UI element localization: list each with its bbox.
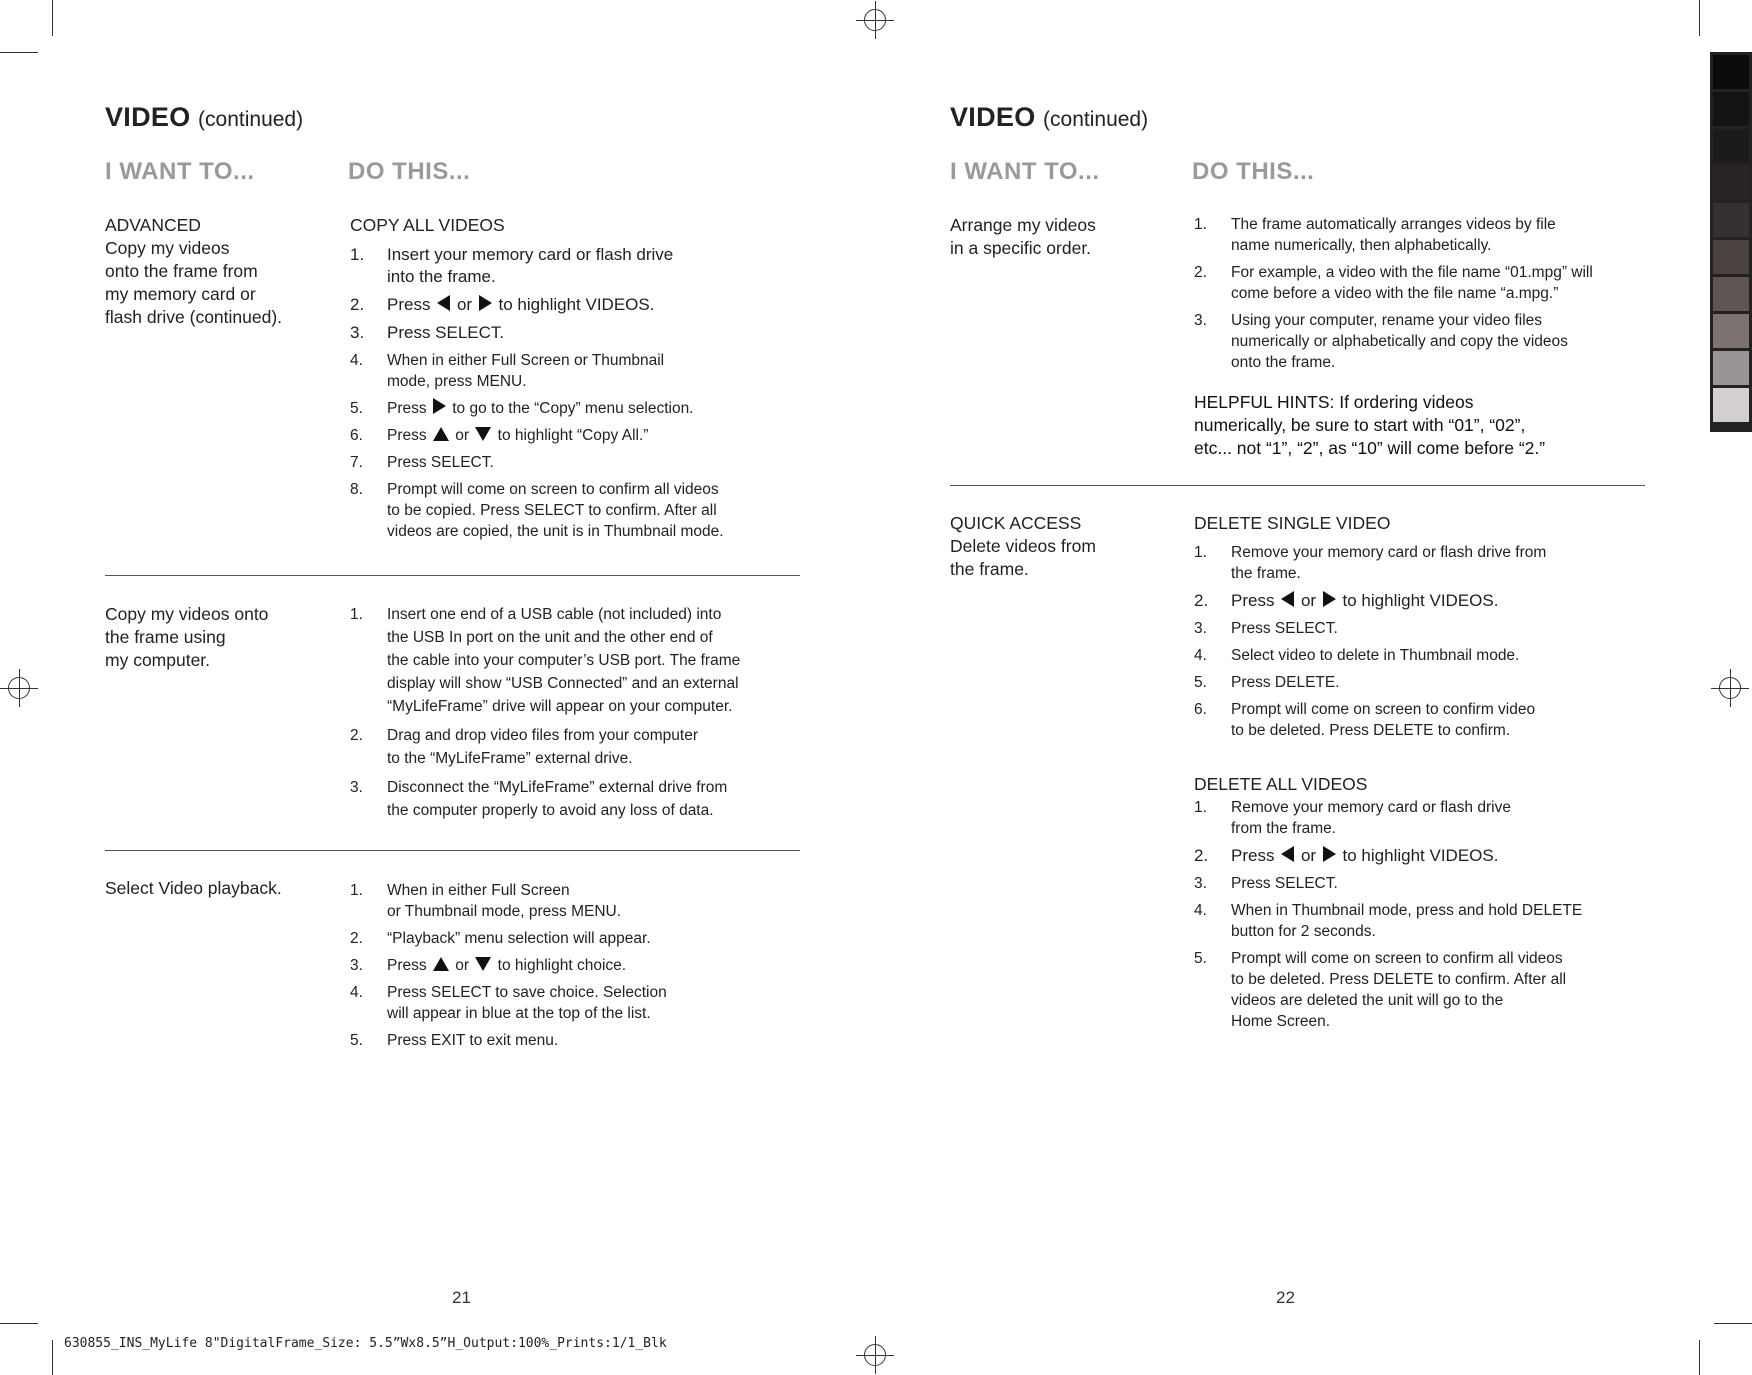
step-text: to highlight VIDEOS. (498, 295, 655, 314)
step-text: Press SELECT to save choice. Selection (387, 984, 667, 1001)
step-text: Select video to delete in Thumbnail mode. (1231, 647, 1520, 664)
step-item (350, 350, 790, 392)
do-delete-single-video (1194, 512, 1654, 747)
step-text: Home Screen. (1231, 1013, 1331, 1030)
density-swatch (1713, 166, 1749, 200)
page-number: 22 (1276, 1288, 1295, 1307)
right-triangle-icon (433, 398, 446, 414)
section-divider (105, 850, 800, 851)
step-item (1194, 699, 1654, 741)
step-text: When in either Full Screen (387, 882, 570, 899)
step-item (350, 322, 790, 344)
step-item (350, 398, 790, 419)
step-item (1194, 645, 1654, 666)
step-item (350, 776, 790, 822)
step-text: to the “MyLifeFrame” external drive. (387, 750, 633, 767)
step-text: to highlight “Copy All.” (497, 427, 649, 444)
step-text: Prompt will come on screen to confirm all videos (387, 481, 719, 498)
step-text: When in Thumbnail mode, press and hold DELETE (1231, 902, 1583, 919)
page-number: 21 (452, 1288, 471, 1307)
step-text: to highlight VIDEOS. (1342, 846, 1499, 865)
step-list (1194, 797, 1654, 1032)
crop-mark (0, 52, 38, 53)
step-number: 8. (350, 481, 363, 498)
section-title-continued: (continued) (198, 108, 304, 131)
registration-mark-icon (1715, 673, 1745, 703)
want-line: my memory card or (105, 284, 256, 304)
section-title-continued: (continued) (1043, 108, 1149, 131)
step-list (1194, 542, 1654, 741)
step-text: to be copied. Press SELECT to confirm. After all (387, 502, 717, 519)
step-item (1194, 590, 1654, 612)
step-number: 5. (1194, 674, 1207, 691)
step-text: the USB In port on the unit and the other end of (387, 629, 713, 646)
step-item (1194, 214, 1644, 256)
density-swatch (1713, 129, 1749, 163)
do-subheading: DELETE SINGLE VIDEO (1194, 513, 1391, 533)
section-title-bold: VIDEO (105, 102, 191, 132)
step-text: display will show “USB Connected” and an external (387, 675, 739, 692)
step-item (1194, 948, 1654, 1032)
do-delete-all-videos (1194, 773, 1654, 1038)
crop-mark (1714, 1323, 1752, 1324)
step-item (350, 452, 790, 473)
step-text: Using your computer, rename your video files (1231, 312, 1543, 329)
step-text: to go to the “Copy” menu selection. (452, 400, 694, 417)
density-swatch (1713, 203, 1749, 237)
step-text: Press (387, 427, 427, 444)
step-number: 1. (1194, 216, 1207, 233)
want-arrange-videos (950, 214, 1180, 260)
do-copy-all-videos (350, 214, 790, 548)
step-number: 2. (350, 295, 365, 314)
want-line: Delete videos from (950, 536, 1096, 556)
step-number: 5. (350, 1032, 363, 1049)
step-text: Press DELETE. (1231, 674, 1340, 691)
step-number: 2. (1194, 846, 1209, 865)
step-list (1194, 214, 1644, 373)
step-text: come before a video with the file name “a.mpg.” (1231, 285, 1559, 302)
step-number: 1. (350, 245, 365, 264)
step-list (350, 244, 790, 542)
step-text: Press (1231, 591, 1275, 610)
registration-mark-icon (860, 5, 890, 35)
left-triangle-icon (437, 295, 450, 311)
step-item (350, 880, 790, 922)
step-text: mode, press MENU. (387, 373, 527, 390)
down-triangle-icon (475, 427, 491, 441)
step-item (1194, 542, 1654, 584)
step-number: 2. (350, 930, 363, 947)
helpful-hints (1194, 391, 1654, 460)
column-header-want: I WANT TO... (950, 158, 1100, 185)
want-line: my computer. (105, 650, 211, 670)
step-number: 4. (1194, 647, 1207, 664)
step-text: into the frame. (387, 267, 496, 286)
step-number: 3. (350, 957, 363, 974)
right-triangle-icon (479, 295, 492, 311)
density-swatch (1713, 277, 1749, 311)
section-title (105, 102, 303, 133)
step-item (1194, 262, 1644, 304)
step-number: 3. (350, 323, 365, 342)
crop-mark (1699, 1340, 1700, 1375)
step-number: 2. (350, 727, 363, 744)
do-subheading: COPY ALL VIDEOS (350, 215, 505, 235)
step-text: Disconnect the “MyLifeFrame” external drive from (387, 779, 728, 796)
column-header-do: DO THIS... (348, 158, 471, 185)
want-advanced-copy (105, 214, 335, 329)
step-text: Press SELECT. (1231, 620, 1338, 637)
registration-mark-icon (4, 673, 34, 703)
left-triangle-icon (1281, 846, 1294, 862)
right-triangle-icon (1323, 591, 1336, 607)
density-swatch (1713, 388, 1749, 422)
want-category: ADVANCED (105, 215, 201, 235)
do-arrange-videos (1194, 214, 1644, 379)
step-text: will appear in blue at the top of the list. (387, 1005, 651, 1022)
step-text: the frame. (1231, 565, 1301, 582)
step-text: Press (1231, 846, 1275, 865)
want-line: Arrange my videos (950, 215, 1096, 235)
section-title (950, 102, 1148, 133)
down-triangle-icon (475, 957, 491, 971)
step-text: When in either Full Screen or Thumbnail (387, 352, 665, 369)
step-text: numerically or alphabetically and copy the videos (1231, 333, 1568, 350)
crop-mark (52, 0, 53, 36)
step-text: Drag and drop video files from your computer (387, 727, 699, 744)
step-number: 5. (350, 400, 363, 417)
step-number: 7. (350, 454, 363, 471)
step-item (1194, 310, 1644, 373)
step-text: Prompt will come on screen to confirm video (1231, 701, 1536, 718)
right-page (876, 0, 1752, 1375)
want-line: in a specific order. (950, 238, 1092, 258)
column-header-do: DO THIS... (1192, 158, 1315, 185)
density-swatch (1713, 240, 1749, 274)
step-text: Press (387, 295, 431, 314)
step-text: onto the frame. (1231, 354, 1336, 371)
step-number: 2. (1194, 591, 1209, 610)
hint-line: numerically, be sure to start with “01”, “02”, (1194, 415, 1526, 435)
step-text: Insert your memory card or flash drive (387, 245, 674, 264)
right-triangle-icon (1323, 846, 1336, 862)
step-text: videos are deleted the unit will go to the (1231, 992, 1504, 1009)
hint-line: etc... not “1”, “2”, as “10” will come before “2.” (1194, 438, 1546, 458)
up-triangle-icon (433, 957, 449, 971)
step-number: 3. (1194, 312, 1207, 329)
want-line: flash drive (continued). (105, 307, 283, 327)
step-text: Press SELECT. (387, 323, 505, 342)
step-text: or (1300, 846, 1317, 865)
step-text: the computer properly to avoid any loss of data. (387, 802, 714, 819)
step-number: 1. (350, 882, 363, 899)
want-line: the frame using (105, 627, 226, 647)
section-divider (950, 485, 1645, 486)
density-swatch (1713, 314, 1749, 348)
step-text: or Thumbnail mode, press MENU. (387, 903, 622, 920)
step-text: Remove your memory card or flash drive (1231, 799, 1511, 816)
want-line: Select Video playback. (105, 878, 282, 898)
step-text: Press (387, 957, 427, 974)
step-text: or (456, 295, 473, 314)
step-text: Insert one end of a USB cable (not included) into (387, 606, 722, 623)
registration-mark-icon (860, 1340, 890, 1370)
step-text: to be deleted. Press DELETE to confirm. After all (1231, 971, 1567, 988)
want-copy-via-computer (105, 603, 335, 672)
step-text: button for 2 seconds. (1231, 923, 1376, 940)
want-line: Copy my videos onto (105, 604, 269, 624)
crop-mark (0, 1323, 38, 1324)
density-swatch (1713, 55, 1749, 89)
step-item (350, 603, 790, 718)
do-subheading: DELETE ALL VIDEOS (1194, 774, 1368, 794)
step-number: 1. (350, 606, 363, 623)
step-number: 4. (350, 352, 363, 369)
density-swatch (1713, 92, 1749, 126)
up-triangle-icon (433, 427, 449, 441)
step-text: Press (387, 400, 427, 417)
want-category: QUICK ACCESS (950, 513, 1082, 533)
want-line: Copy my videos (105, 238, 230, 258)
step-number: 6. (350, 427, 363, 444)
step-text: name numerically, then alphabetically. (1231, 237, 1492, 254)
step-text: to be deleted. Press DELETE to confirm. (1231, 722, 1511, 739)
do-copy-via-computer (350, 603, 790, 828)
step-item (350, 425, 790, 446)
step-number: 3. (1194, 875, 1207, 892)
step-item (350, 724, 790, 770)
step-number: 5. (1194, 950, 1207, 967)
step-item (350, 294, 790, 316)
step-item (350, 955, 790, 976)
step-text: from the frame. (1231, 820, 1337, 837)
step-number: 4. (1194, 902, 1207, 919)
crop-mark (1699, 0, 1700, 36)
step-text: The frame automatically arranges videos by file (1231, 216, 1556, 233)
step-text: videos are copied, the unit is in Thumbnail mode. (387, 523, 724, 540)
step-item (350, 982, 790, 1024)
step-text: to highlight VIDEOS. (1342, 591, 1499, 610)
want-line: the frame. (950, 559, 1029, 579)
step-number: 6. (1194, 701, 1207, 718)
density-swatch (1713, 351, 1749, 385)
step-text: or (1300, 591, 1317, 610)
step-item (350, 479, 790, 542)
step-text: or (455, 957, 470, 974)
step-text: For example, a video with the file name “01.mpg” will (1231, 264, 1593, 281)
step-text: “MyLifeFrame” drive will appear on your computer. (387, 698, 733, 715)
want-video-playback (105, 877, 335, 900)
step-item (350, 928, 790, 949)
step-text: “Playback” menu selection will appear. (387, 930, 651, 947)
step-text: the cable into your computer’s USB port. The frame (387, 652, 741, 669)
step-number: 1. (1194, 799, 1207, 816)
crop-mark (52, 1340, 53, 1375)
hint-line: HELPFUL HINTS: If ordering videos (1194, 392, 1474, 412)
print-slug: 630855_INS_MyLife 8"DigitalFrame_Size: 5.5”Wx8.5”H_Output:100%_Prints:1/1_Blk (64, 1336, 667, 1351)
step-item (1194, 845, 1654, 867)
step-list (350, 880, 790, 1051)
step-text: Remove your memory card or flash drive from (1231, 544, 1547, 561)
step-number: 1. (1194, 544, 1207, 561)
step-item (350, 1030, 790, 1051)
want-delete-videos (950, 512, 1180, 581)
column-header-want: I WANT TO... (105, 158, 255, 185)
step-text: Press EXIT to exit menu. (387, 1032, 559, 1049)
color-density-bar (1710, 52, 1752, 432)
step-number: 4. (350, 984, 363, 1001)
step-text: Prompt will come on screen to confirm all videos (1231, 950, 1563, 967)
step-item (1194, 618, 1654, 639)
step-number: 2. (1194, 264, 1207, 281)
section-title-bold: VIDEO (950, 102, 1036, 132)
step-item (1194, 873, 1654, 894)
want-line: onto the frame from (105, 261, 258, 281)
step-number: 3. (1194, 620, 1207, 637)
step-list (350, 603, 790, 822)
section-divider (105, 575, 800, 576)
step-item (1194, 797, 1654, 839)
step-item (1194, 900, 1654, 942)
do-video-playback (350, 880, 790, 1057)
left-triangle-icon (1281, 591, 1294, 607)
step-text: or (455, 427, 470, 444)
step-text: Press SELECT. (387, 454, 494, 471)
step-item (350, 244, 790, 288)
step-number: 3. (350, 779, 363, 796)
step-text: to highlight choice. (497, 957, 627, 974)
step-text: Press SELECT. (1231, 875, 1338, 892)
step-item (1194, 672, 1654, 693)
